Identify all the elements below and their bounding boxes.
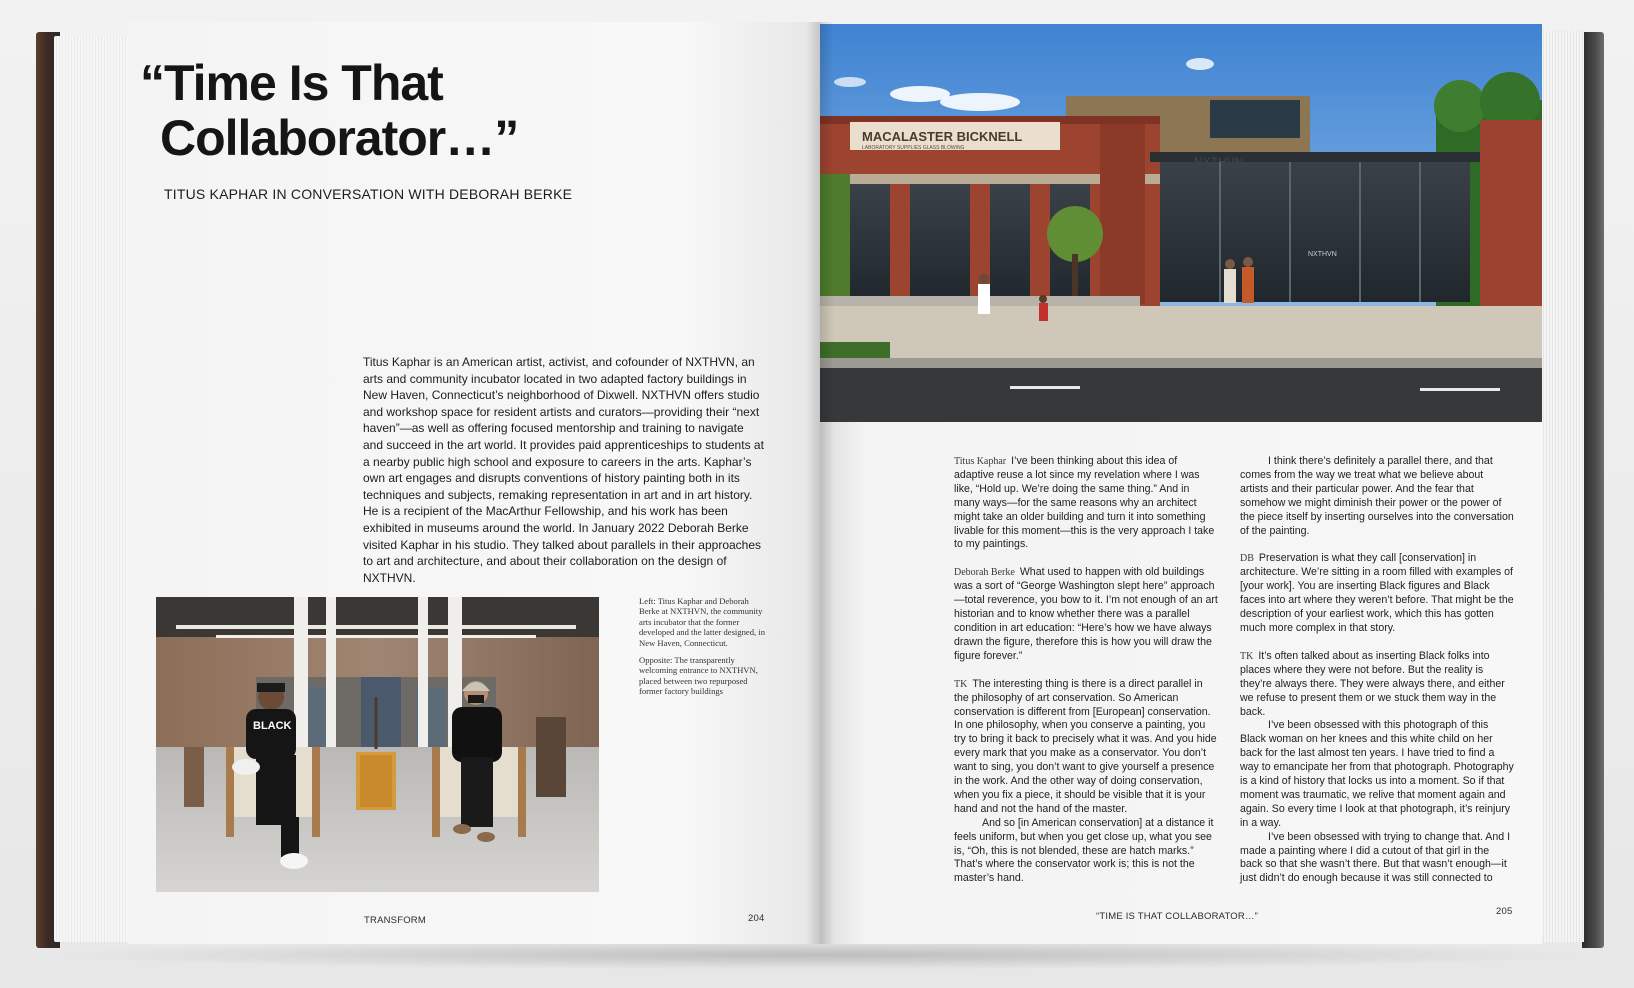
sign-sub-text: LABORATORY SUPPLIES GLASS BLOWING bbox=[862, 145, 965, 151]
paragraph-text: I think there’s definitely a parallel there, and that comes from the way we treat what we believe about artists and their particular power. And the fear that somehow we might diminish their power or the power of the piece itself by inserting ourselves into the conversation of the painting. bbox=[1240, 455, 1514, 537]
title-line-2: Collaborator…” bbox=[160, 110, 519, 166]
column-1-paragraph-2 bbox=[954, 566, 1218, 663]
article-subtitle: TITUS KAPHAR IN CONVERSATION WITH DEBORAH BERKE bbox=[164, 186, 573, 202]
column-2-paragraph-5 bbox=[1240, 831, 1514, 887]
column-1-paragraph-4 bbox=[954, 817, 1218, 887]
book-cover-right bbox=[1582, 32, 1604, 948]
page-edges-right bbox=[1538, 30, 1584, 942]
photo-caption bbox=[639, 596, 767, 697]
window-text: NXTHVN bbox=[1308, 251, 1337, 258]
paragraph-text: I’ve been obsessed with trying to change that. And I made a painting where I did a cutout of that girl in the back so that she wasn’t there. But that wasn’t enough—it just didn’t do enough because it was still connected to bbox=[1240, 830, 1511, 885]
column-1-paragraph-3 bbox=[954, 678, 1218, 817]
speaker-label: Titus Kaphar bbox=[954, 456, 1007, 467]
interview-photo bbox=[156, 597, 599, 892]
column-1-paragraph-1 bbox=[954, 455, 1218, 552]
footer-section-left: TRANSFORM bbox=[364, 915, 426, 926]
speaker-label: DB bbox=[1240, 553, 1254, 565]
caption-opposite: Opposite: The transparently welcoming entrance to NXTHVN, placed between two repurposed former factory buildings bbox=[639, 655, 758, 697]
interview-column-1 bbox=[954, 455, 1218, 886]
paragraph-text: And so [in American conservation] at a distance it feels uniform, but when you get close up, what you see is, “Oh, this is not blended, these are hatch marks.” That’s where the conservator work is; this is not the master’s hand. bbox=[954, 816, 1214, 885]
page-edges-left bbox=[54, 36, 130, 942]
column-2-paragraph-1 bbox=[1240, 455, 1514, 538]
page-number-right: 205 bbox=[1496, 906, 1513, 917]
column-2-paragraph-3 bbox=[1240, 650, 1514, 720]
paragraph-text: It’s often talked about as inserting Black folks into places where they were not before. But the reality is they’re always there. They were always there, and either we refuse to present them or we stuck them way in the back. bbox=[1240, 649, 1505, 718]
footer-section-right: “TIME IS THAT COLLABORATOR…” bbox=[1096, 911, 1259, 922]
interview-column-2 bbox=[1240, 455, 1514, 886]
article-title bbox=[140, 56, 660, 166]
caption-left: Left: Titus Kaphar and Deborah Berke at NXTHVN, the community arts incubator that the former developed and the latter designed, in New Haven, Connecticut. bbox=[639, 596, 765, 648]
book-shadow bbox=[40, 940, 1600, 970]
building-photo-illustration bbox=[820, 24, 1542, 422]
column-2-paragraph-2 bbox=[1240, 552, 1514, 635]
shirt-text: BLACK bbox=[253, 720, 292, 732]
interview-photo-illustration bbox=[156, 597, 599, 892]
speaker-label: TK bbox=[1240, 650, 1254, 662]
page-number-left: 204 bbox=[748, 913, 765, 924]
intro-paragraph: Titus Kaphar is an American artist, activist, and cofounder of NXTHVN, an arts and community incubator located in two adapted factory buildings in New Haven, Connecticut’s neighborhood of Dixwell. NXTHVN offers studio and workshop space for resident artists and curators—providing their “next haven”—as well as offering focused mentorship and training to navigate and succeed in the art world. It provides paid apprenticeships to students at a nearby public high school and exposure to careers in the arts. Kaphar’s own art engages and disrupts conventions of history painting both in its techniques and subjects, remaking representation in art and in art history. He is a recipient of the MacArthur Fellowship, and his work has been exhibited in museums around the world. In January 2022 Deborah Berke visited Kaphar in his studio. They talked about parallels in their approaches to art and architecture, and about their collaboration on the design of NXTHVN. bbox=[363, 355, 764, 585]
paragraph-text: The interesting thing is there is a direct parallel in the philosophy of art conservation. So American conservation is different from [European] conservation. In one philosophy, when you conserve a painting, you try to bring it back to precisely what it was. And you hide every mark that you make as a conservator. You don’t want to sing, you don’t want to give yourself a presence in the work. And the other way of doing conservation, when you fix a piece, it should be visible that it is your hand and not the hand of the master. bbox=[954, 677, 1217, 815]
paragraph-text: I’ve been thinking about this idea of adaptive reuse a lot since my revelation where I was like, “Hold up. We’re doing the same thing.” And in many ways—for the same reasons why an architect might take an older building and turn it into something livable for this moment—this is the very approach I take to my paintings. bbox=[954, 455, 1215, 551]
speaker-label: TK bbox=[954, 678, 968, 690]
paragraph-text: I’ve been obsessed with this photograph of this Black woman on her knees and this white child on her back for the last almost ten years. I have tried to find a way to emancipate her from that photograph. Photography is a kind of history that locks us into a moment. So if that moment was traumatic, we relive that moment again and again. So every time I look at that photograph, it’s reinjury in a way. bbox=[1240, 719, 1514, 829]
title-line-1: “Time Is That bbox=[140, 55, 443, 111]
column-2-paragraph-4 bbox=[1240, 719, 1514, 830]
building-photo bbox=[820, 24, 1542, 422]
book-gutter bbox=[806, 22, 834, 944]
paragraph-text: What used to happen with old buildings was a sort of “George Washington slept here” approach—total reverence, you bow to it. I’m not enough of an art historian and to know whether there was a parallel condition in art education: “Here’s how we have always drawn the figure, therefore this is how you will draw the figure forever.” bbox=[954, 566, 1218, 662]
sign-main-text: MACALASTER BICKNELL bbox=[862, 129, 1023, 144]
speaker-label: Deborah Berke bbox=[954, 567, 1015, 579]
paragraph-text: Preservation is what they call [conservation] in architecture. We’re sitting in a room filled with examples of [your work]. You are inserting Black figures and Black faces into art where they weren’t before. That might be the description of your earliest work, which this has gotten much more complex in that story. bbox=[1240, 552, 1514, 634]
